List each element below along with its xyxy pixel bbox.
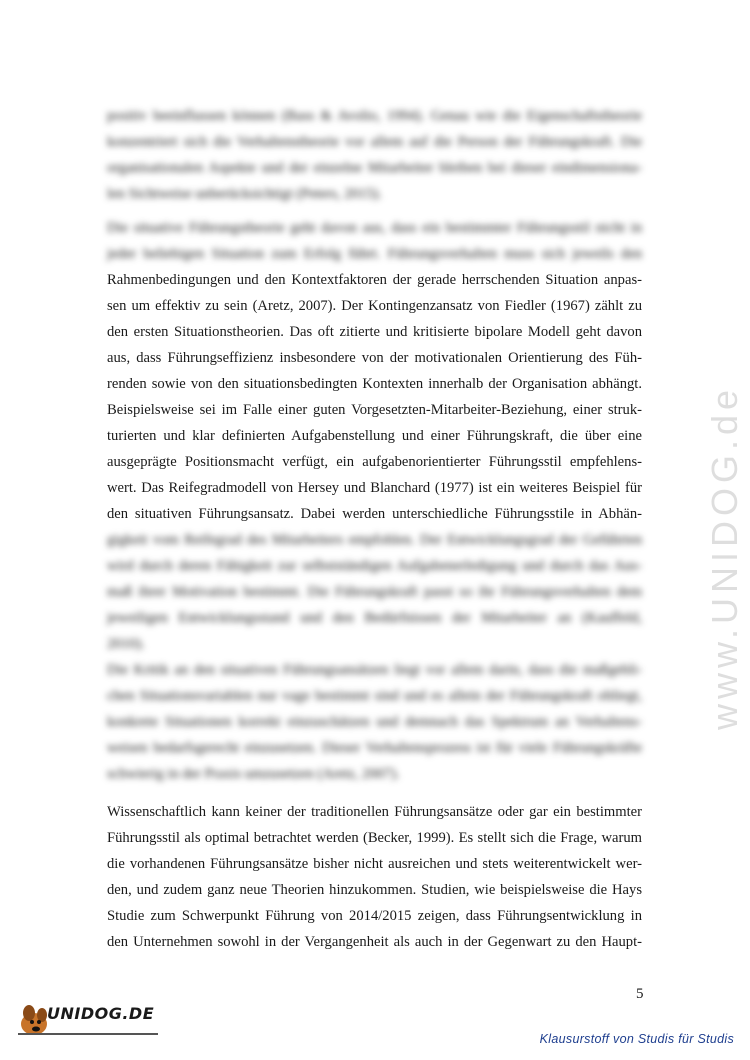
- paragraph-line: renden sowie von den situationsbedingten Kontexten innerhalb der Organisation abhängt.: [107, 376, 642, 392]
- blurred-line: jeweiligen Entwicklungsstand und den Bedürfnissen der Mitarbeiter an (Kauffeld,: [107, 610, 642, 626]
- paragraph-line: den ersten Situationstheorien. Das oft zitierte und kritisierte bipolare Modell geht davon: [107, 324, 642, 340]
- blurred-line: konkrete Situationen korrekt einzuschätzen und demnach das Spektrum an Verhaltens-: [107, 714, 642, 730]
- paragraph-line: ausgeprägte Positionsmacht verfügt, ein aufgabenorientierter Führungsstil empfehlens-: [107, 454, 642, 470]
- watermark-text: www.UNIDOG.de: [704, 384, 745, 730]
- blurred-line: konzentriert sich die Verhaltenstheorie vor allem auf die Person der Führungskraft. Die: [107, 134, 642, 150]
- paragraph-line: sen um effektiv zu sein (Aretz, 2007). Der Kontingenzansatz von Fiedler (1967) zählt zu: [107, 298, 642, 314]
- blurred-line: organisationalen Aspekte und der einzelne Mitarbeiter bleiben bei dieser eindimensiona-: [107, 160, 642, 176]
- paragraph-line: Führungsstil als optimal betrachtet werden (Becker, 1999). Es stellt sich die Frage, warum: [107, 830, 642, 846]
- paragraph-line: Beispielsweise sei im Falle einer guten Vorgesetzten-Mitarbeiter-Beziehung, einer struk-: [107, 402, 642, 418]
- logo-text: UNIDOG.DE: [47, 1004, 155, 1023]
- page-number: 5: [636, 986, 644, 1002]
- blurred-line: weisen bedarfsgerecht einzusetzen. Dieser Verhaltensprozess ist für viele Führungskräfte: [107, 740, 642, 756]
- blurred-line: 2010).: [107, 636, 145, 652]
- blurred-line: schwierig in der Praxis umzusetzen (Aretz, 2007).: [107, 766, 400, 782]
- paragraph-line: den situativen Führungsansatz. Dabei werden unterschiedliche Führungsstile in Abhän-: [107, 506, 642, 522]
- blurred-line: positiv beeinflussen können (Bass & Avolio, 1994). Genau wie die Eigenschaftstheorie: [107, 108, 642, 124]
- paragraph-line: turierten und klar definierten Aufgabenstellung und einer Führungskraft, die über eine: [107, 428, 642, 444]
- blurred-line: len Sichtweise unberücksichtigt (Peters, 2015).: [107, 186, 382, 202]
- paragraph-line: Wissenschaftlich kann keiner der traditionellen Führungsansätze oder gar ein bestimmter: [107, 804, 642, 820]
- blurred-line: wird durch deren Fähigkeit zur selbstständigen Aufgabenerledigung und durch das Aus-: [107, 558, 642, 574]
- paragraph-line: aus, dass Führungseffizienz insbesondere von der motivationalen Orientierung des Füh-: [107, 350, 642, 366]
- paragraph-line: die vorhandenen Führungsansätze bisher nicht ausreichen und stets weiterentwickelt wer-: [107, 856, 642, 872]
- footer-slogan: Klausurstoff von Studis für Studis: [539, 1032, 734, 1046]
- blurred-line: Die Kritik an den situativen Führungsansätzen liegt vor allem darin, dass die maßgebli-: [107, 662, 642, 678]
- blurred-line: gigkeit vom Reifegrad des Mitarbeiters empfohlen. Der Entwicklungsgrad der Geführten: [107, 532, 642, 548]
- blurred-line: chen Situationsvariablen nur vage bestimmt sind und es allein der Führungskraft obliegt,: [107, 688, 642, 704]
- paragraph-line: wert. Das Reifegradmodell von Hersey und Blanchard (1977) ist ein weiteres Beispiel für: [107, 480, 642, 496]
- paragraph-line: Rahmenbedingungen und den Kontextfaktoren der gerade herrschenden Situation anpas-: [107, 272, 642, 288]
- blurred-line: jeder beliebigen Situation zum Erfolg führt. Führungsverhalten muss sich jeweils den: [107, 246, 642, 262]
- paragraph-line: den Unternehmen sowohl in der Vergangenheit als auch in der Gegenwart zu den Haupt-: [107, 934, 642, 950]
- blurred-line: maß ihrer Motivation bestimmt. Die Führungskraft passt so ihr Führungsverhalten dem: [107, 584, 642, 600]
- paragraph-line: den, und zudem ganz neue Theorien hinzukommen. Studien, wie beispielsweise die Hays: [107, 882, 642, 898]
- paragraph-line: Studie zum Schwerpunkt Führung von 2014/2015 zeigen, dass Führungsentwicklung in: [107, 908, 642, 924]
- blurred-line: Die situative Führungstheorie geht davon aus, dass ein bestimmter Führungsstil nicht in: [107, 220, 642, 236]
